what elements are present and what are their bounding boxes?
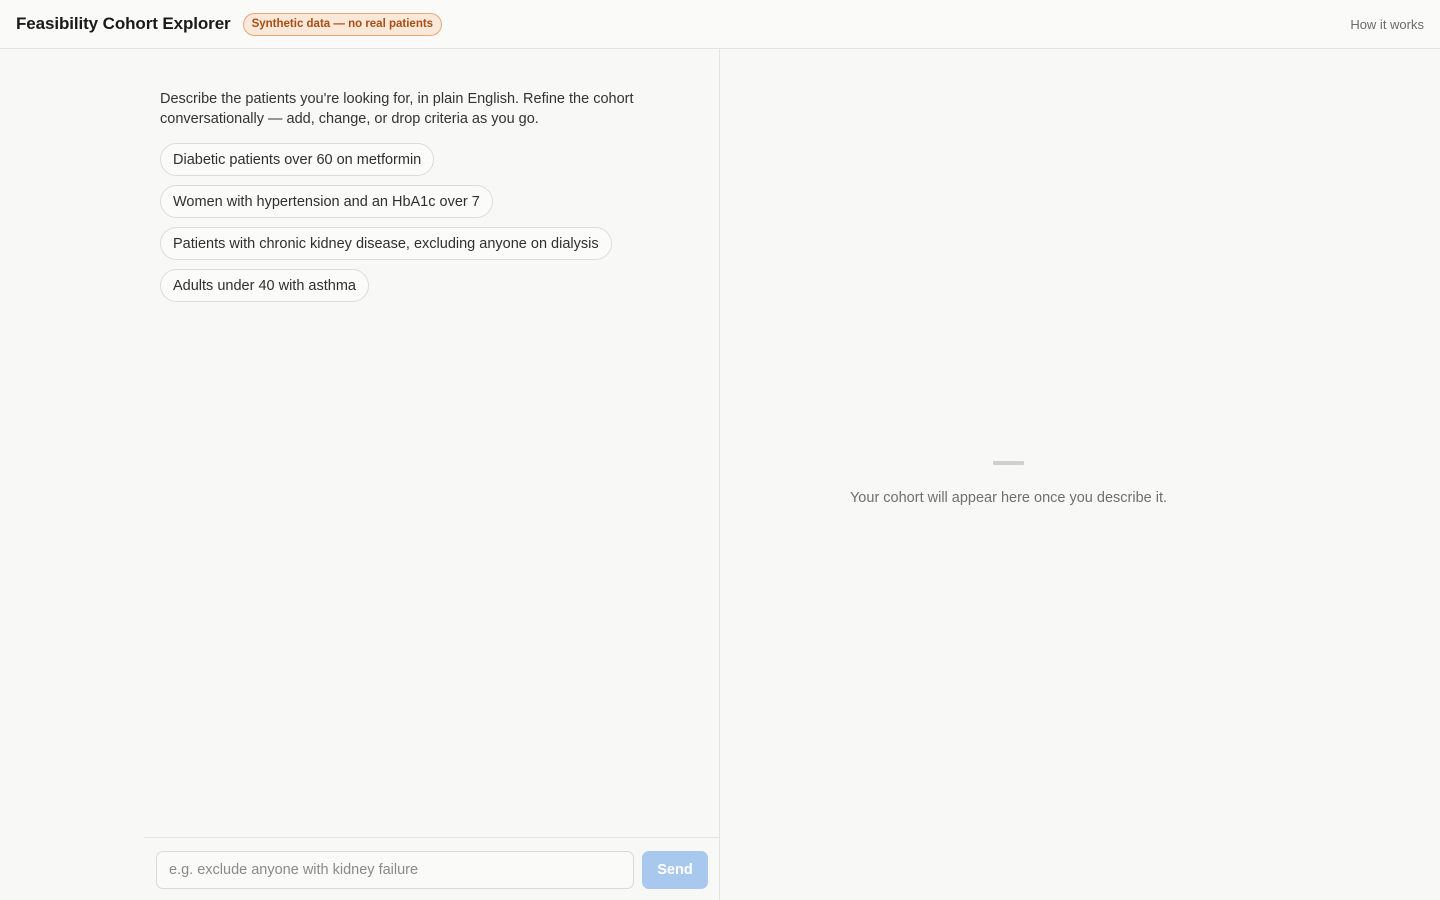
message-composer xyxy=(144,837,720,900)
top-bar xyxy=(0,0,1440,49)
intro-text: Describe the patients you're looking for, in plain English. Refine the cohort conversationally — add, change, or drop criteria as you go. xyxy=(160,91,634,127)
empty-state-message: Your cohort will appear here once you describe it. xyxy=(849,490,1168,506)
suggestion-list xyxy=(160,143,612,302)
suggestion-chip[interactable]: Adults under 40 with asthma xyxy=(160,269,369,302)
chat-panel xyxy=(0,49,720,900)
suggestion-chip[interactable]: Diabetic patients over 60 on metformin xyxy=(160,143,434,176)
message-input[interactable] xyxy=(156,851,634,889)
app-title: Feasibility Cohort Explorer xyxy=(16,14,231,33)
suggestion-chip[interactable]: Women with hypertension and an HbA1c over 7 xyxy=(160,185,493,218)
send-button[interactable]: Send xyxy=(642,851,708,889)
suggestion-chip[interactable]: Patients with chronic kidney disease, excluding anyone on dialysis xyxy=(160,227,612,260)
empty-state-icon xyxy=(993,461,1024,465)
cohort-results-panel xyxy=(721,49,1440,900)
how-it-works-link[interactable]: How it works xyxy=(1350,16,1424,32)
synthetic-data-badge: Synthetic data — no real patients xyxy=(243,13,442,36)
